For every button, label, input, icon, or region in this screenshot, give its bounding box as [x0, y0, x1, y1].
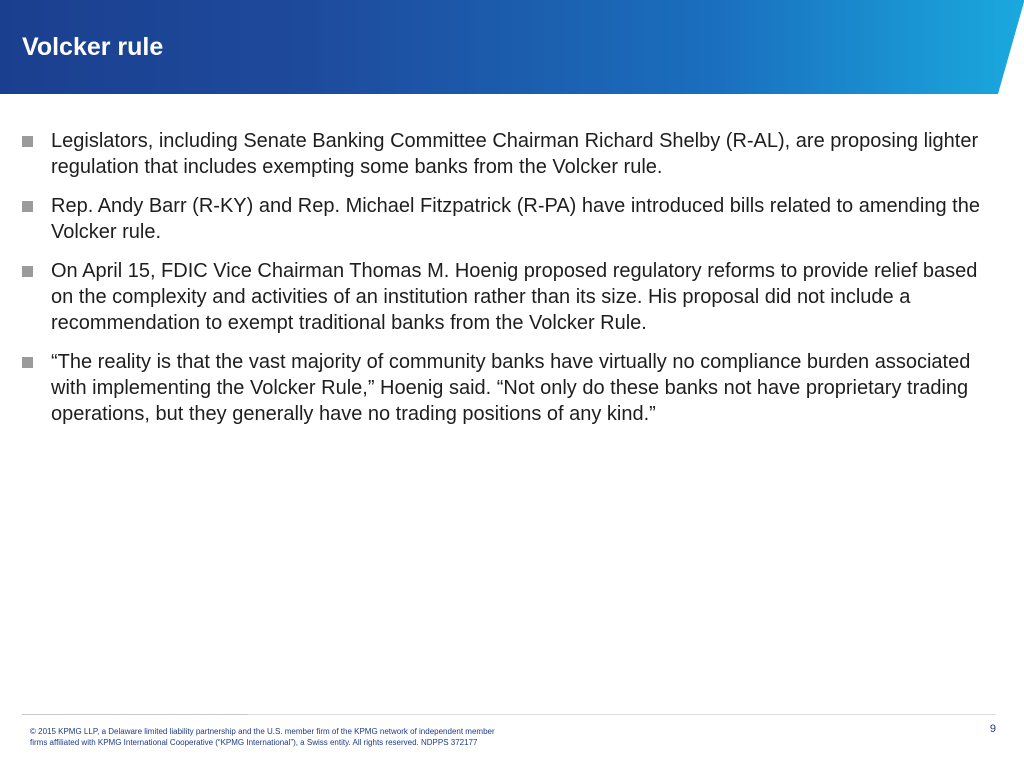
bullet-item — [22, 349, 987, 427]
square-bullet-icon — [22, 357, 33, 368]
footer-copyright — [30, 726, 590, 748]
footer-copyright-line: firms affiliated with KPMG International Cooperative (“KPMG International”), a Swiss entity. All rights reserved. NDPPS 372177 — [30, 738, 478, 747]
bullet-list — [22, 128, 987, 440]
square-bullet-icon — [22, 201, 33, 212]
bullet-text: On April 15, FDIC Vice Chairman Thomas M. Hoenig proposed regulatory reforms to provide relief based on the complexity and activities of an institution rather than its size. His proposal did not include a recommendation to exempt traditional banks from the Volcker Rule. — [51, 260, 978, 334]
bullet-text: “The reality is that the vast majority of community banks have virtually no compliance burden associated with implementing the Volcker Rule,” Hoenig said. “Not only do these banks not have proprietary trading operations, but they generally have no trading positions of any kind.” — [51, 351, 971, 425]
slide-title: Volcker rule — [22, 33, 164, 61]
footer-copyright-line: © 2015 KPMG LLP, a Delaware limited liability partnership and the U.S. member firm of the KPMG network of independent member — [30, 727, 495, 736]
bullet-text: Legislators, including Senate Banking Committee Chairman Richard Shelby (R-AL), are proposing lighter regulation that includes exempting some banks from the Volcker rule. — [51, 130, 979, 178]
square-bullet-icon — [22, 266, 33, 277]
bullet-text: Rep. Andy Barr (R-KY) and Rep. Michael Fitzpatrick (R-PA) have introduced bills related to amending the Volcker rule. — [51, 195, 980, 243]
page-number: 9 — [989, 723, 996, 735]
footer-divider-accent — [22, 714, 248, 715]
square-bullet-icon — [22, 136, 33, 147]
bullet-item — [22, 193, 987, 245]
bullet-item — [22, 258, 987, 336]
bullet-item — [22, 128, 987, 180]
